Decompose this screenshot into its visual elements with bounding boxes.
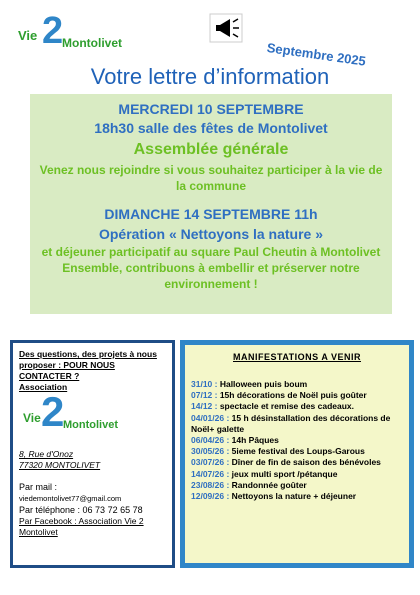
banner-text-1: Venez nous rejoindre si vous souhaitez participer à la vie de la commune [39,163,383,193]
event-date: 06/04/26 : [191,435,230,446]
event-text: Dîner de fin de saison des bénévoles [229,457,381,468]
event-item [191,446,403,457]
contact-logo-vie: Vie [23,411,41,425]
event-item [191,413,403,435]
event-item [191,480,403,491]
banner-date-2: DIMANCHE 14 SEPTEMBRE 11h [104,206,318,222]
event-text: 15 h désinstallation des décorations de Noël+ galette [191,412,391,434]
event-item [191,379,403,390]
event-date: 12/09/26 : [191,491,230,502]
contact-address-1: 8, Rue d'Onoz [19,449,74,459]
events-box [180,340,414,568]
event-item [191,435,403,446]
contact-question: Des questions, des projets à nous proposer : POUR NOUS CONTACTER ? [19,349,157,381]
contact-facebook[interactable]: Par Facebook : Association Vie 2 Montolivet [19,516,144,537]
event-date: 14/07/26 : [191,468,230,479]
event-date: 30/05/26 : [191,446,230,457]
contact-address-2: 77320 MONTOLIVET [19,460,101,470]
banner-text-2: et déjeuner participatif au square Paul Cheutin à Montolivet Ensemble, contribuons à embellir et préserver notre environnement ! [41,245,381,291]
event-date: 14/12 : [191,401,218,412]
banner-date-1: MERCREDI 10 SEPTEMBRE [118,101,304,117]
contact-mail-label: Par mail : [19,482,58,492]
event-text: 5ieme festival des Loups-Garous [229,446,365,457]
page-title: Votre lettre d’information [90,64,330,89]
banner-title-1: Assemblée générale [133,141,289,158]
event-text: 15h décorations de Noël puis goûter [217,390,367,401]
event-item [191,390,403,401]
event-date: 07/12 : [191,390,218,401]
event-date: 31/10 : [191,379,218,389]
events-heading: MANIFESTATIONS A VENIR [233,352,361,362]
contact-phone: Par téléphone : 06 73 72 65 78 [19,505,143,515]
contact-box [10,340,175,568]
event-date: 03/07/26 : [191,457,230,468]
events-box-inner [185,345,409,563]
events-banner [30,94,392,314]
event-item [191,469,403,480]
logo-name: Montolivet [62,36,122,50]
event-text: jeux multi sport /pétanque [229,468,338,479]
event-date: 04/01/26 : [191,412,230,423]
contact-association: Association [19,382,68,392]
contact-logo-name: Montolivet [63,419,118,431]
logo-vie: Vie [18,28,38,43]
issue-month: Septembre 2025 [265,40,367,69]
event-text: Nettoyons la nature + déjeuner [229,491,357,502]
event-text: 14h Pâques [229,435,279,446]
event-item [191,401,403,412]
event-text: spectacle et remise des cadeaux. [217,401,355,412]
banner-title-2: Opération « Nettoyons la nature » [98,226,324,242]
event-item [191,491,403,502]
event-item [191,457,403,468]
event-text: Halloween puis boum [217,379,308,389]
banner-time-1: 18h30 salle des fêtes de Montolivet [94,120,328,136]
contact-logo-two: 2 [41,388,65,435]
megaphone-icon [208,12,244,44]
logo [18,10,128,56]
event-text: Randonnée goûter [229,479,307,490]
contact-mail[interactable]: viedemontolivet77@gmail.com [19,494,122,503]
logo-two: 2 [42,10,64,52]
event-date: 23/08/26 : [191,479,230,490]
contact-logo [19,388,129,443]
